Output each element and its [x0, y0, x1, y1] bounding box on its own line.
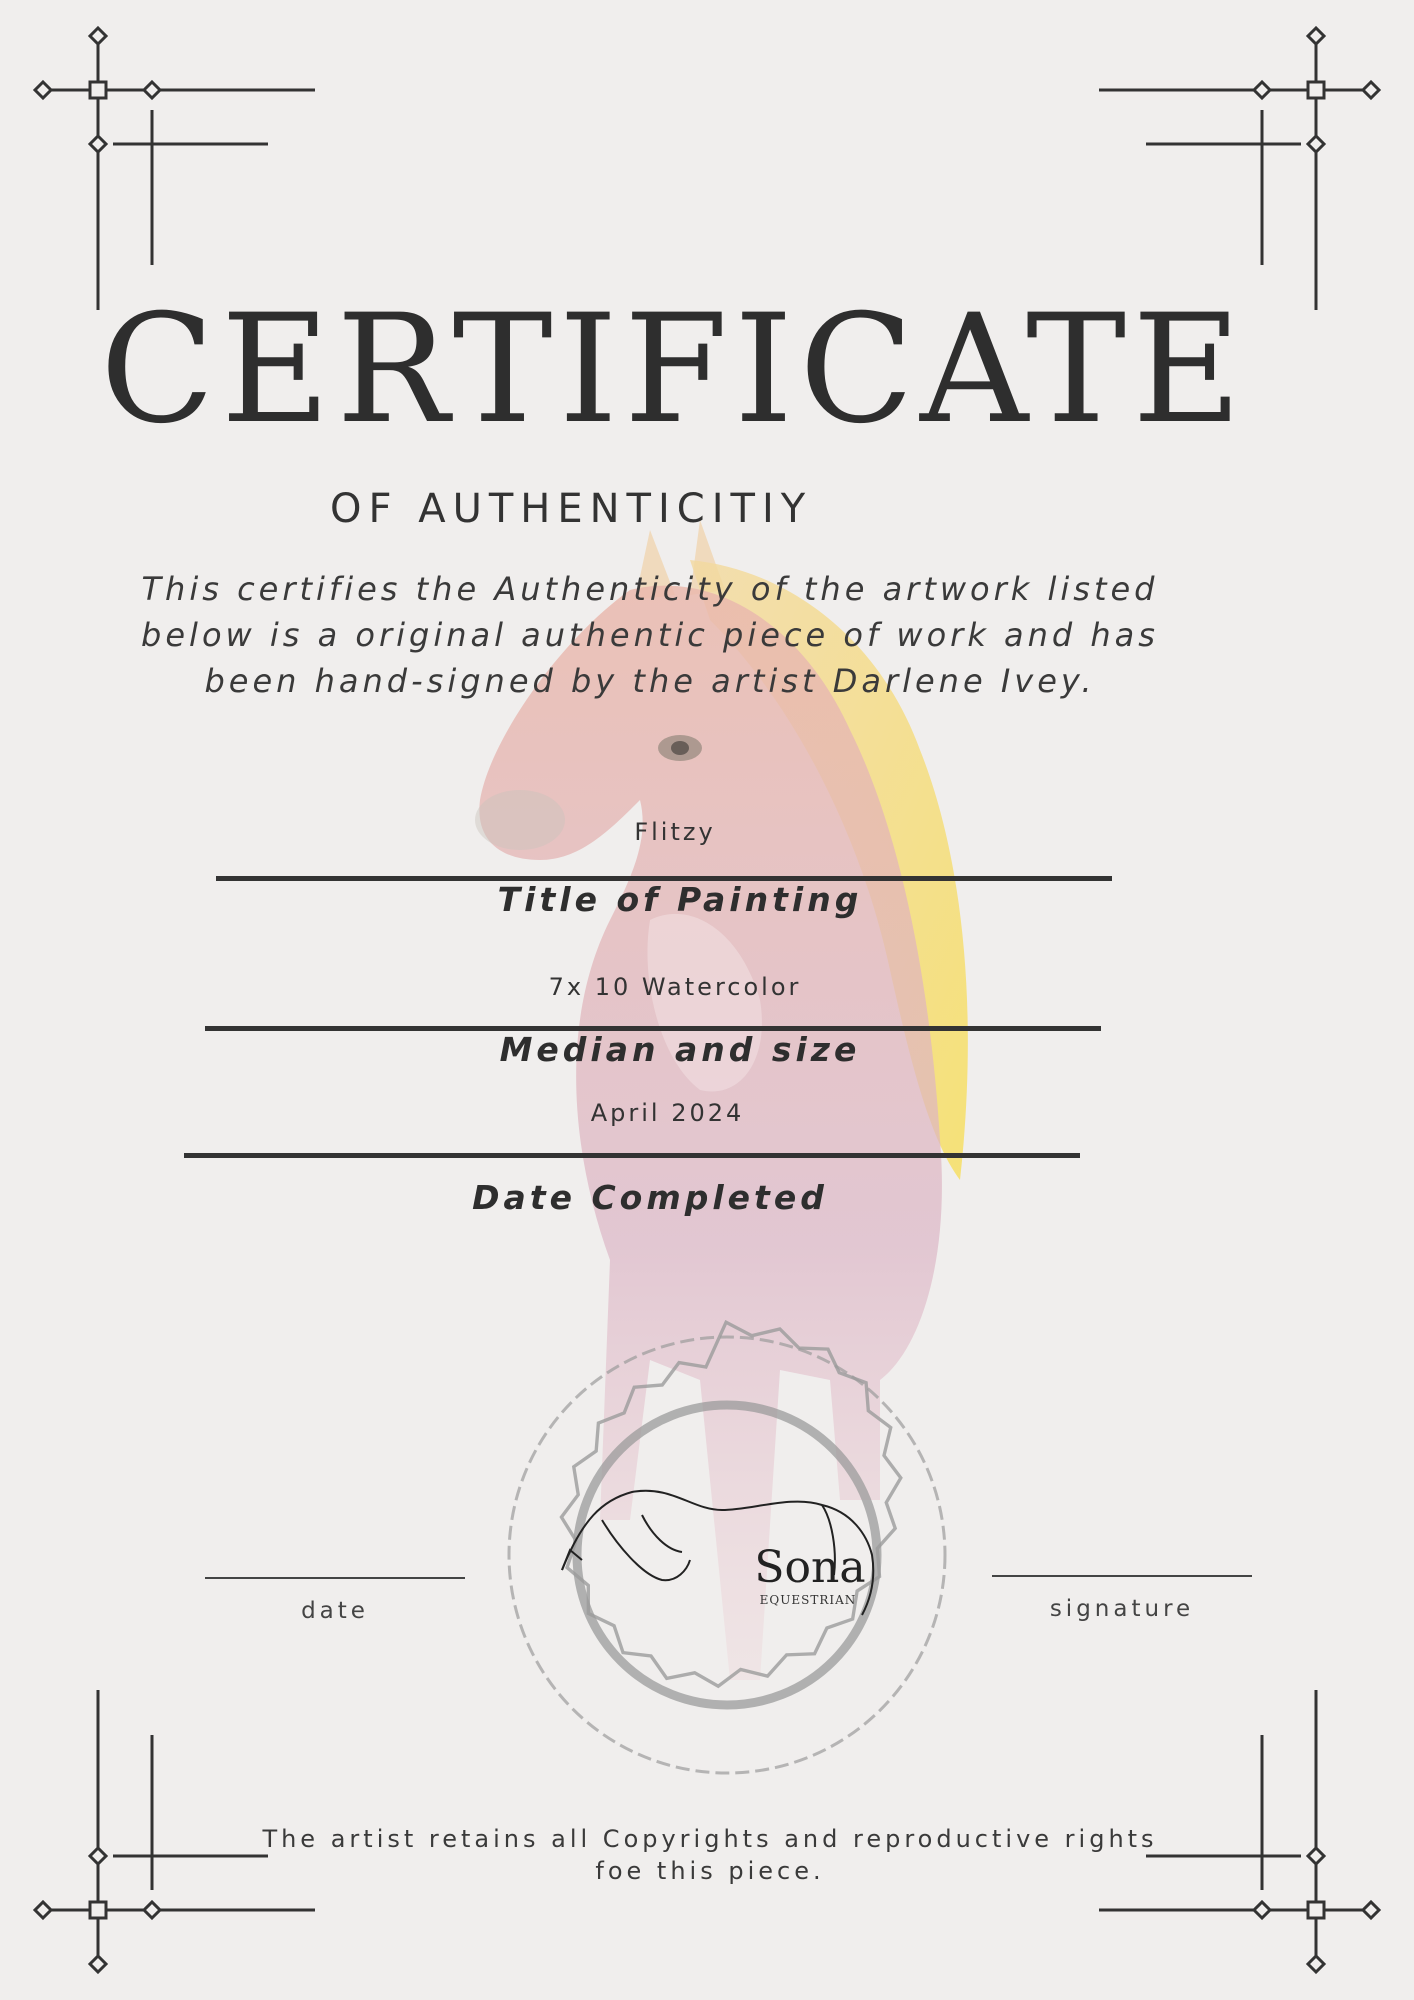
authenticity-statement: This certifies the Authenticity of the artwork listed below is a original authentic piece of work and has been hand-signed by the artist Darlene Ivey.	[141, 570, 1159, 700]
painting-title-value: Flitzy	[634, 818, 716, 846]
corner-ornament-bottom-right	[1066, 1660, 1386, 1980]
date-completed-rule	[184, 1153, 1080, 1158]
date-caption: date	[301, 1598, 369, 1624]
seal-brand-tagline: EQUESTRIAN	[759, 1593, 857, 1607]
certificate-subtitle: OF AUTHENTICITIY	[330, 486, 813, 532]
seal-brand-name: Sona	[754, 1542, 866, 1593]
corner-ornament-icon	[28, 1660, 348, 1980]
date-signing-line	[205, 1577, 465, 1579]
corner-ornament-icon	[1066, 1660, 1386, 1980]
date-completed-label: Date Completed	[472, 1178, 828, 1217]
medium-size-label: Median and size	[499, 1030, 861, 1069]
painting-title-label: Title of Painting	[497, 880, 863, 919]
signature-caption: signature	[1049, 1596, 1195, 1622]
equestrian-seal	[492, 1320, 962, 1790]
signature-line	[992, 1575, 1252, 1577]
equestrian-seal-icon	[492, 1320, 962, 1790]
certificate-title: CERTIFICATE	[100, 283, 1248, 457]
date-completed-value: April 2024	[590, 1099, 745, 1127]
corner-ornament-bottom-left	[28, 1660, 348, 1980]
copyright-footer: The artist retains all Copyrights and reproductive rights foe this piece.	[262, 1825, 1158, 1885]
medium-size-value: 7x 10 Watercolor	[548, 973, 802, 1001]
